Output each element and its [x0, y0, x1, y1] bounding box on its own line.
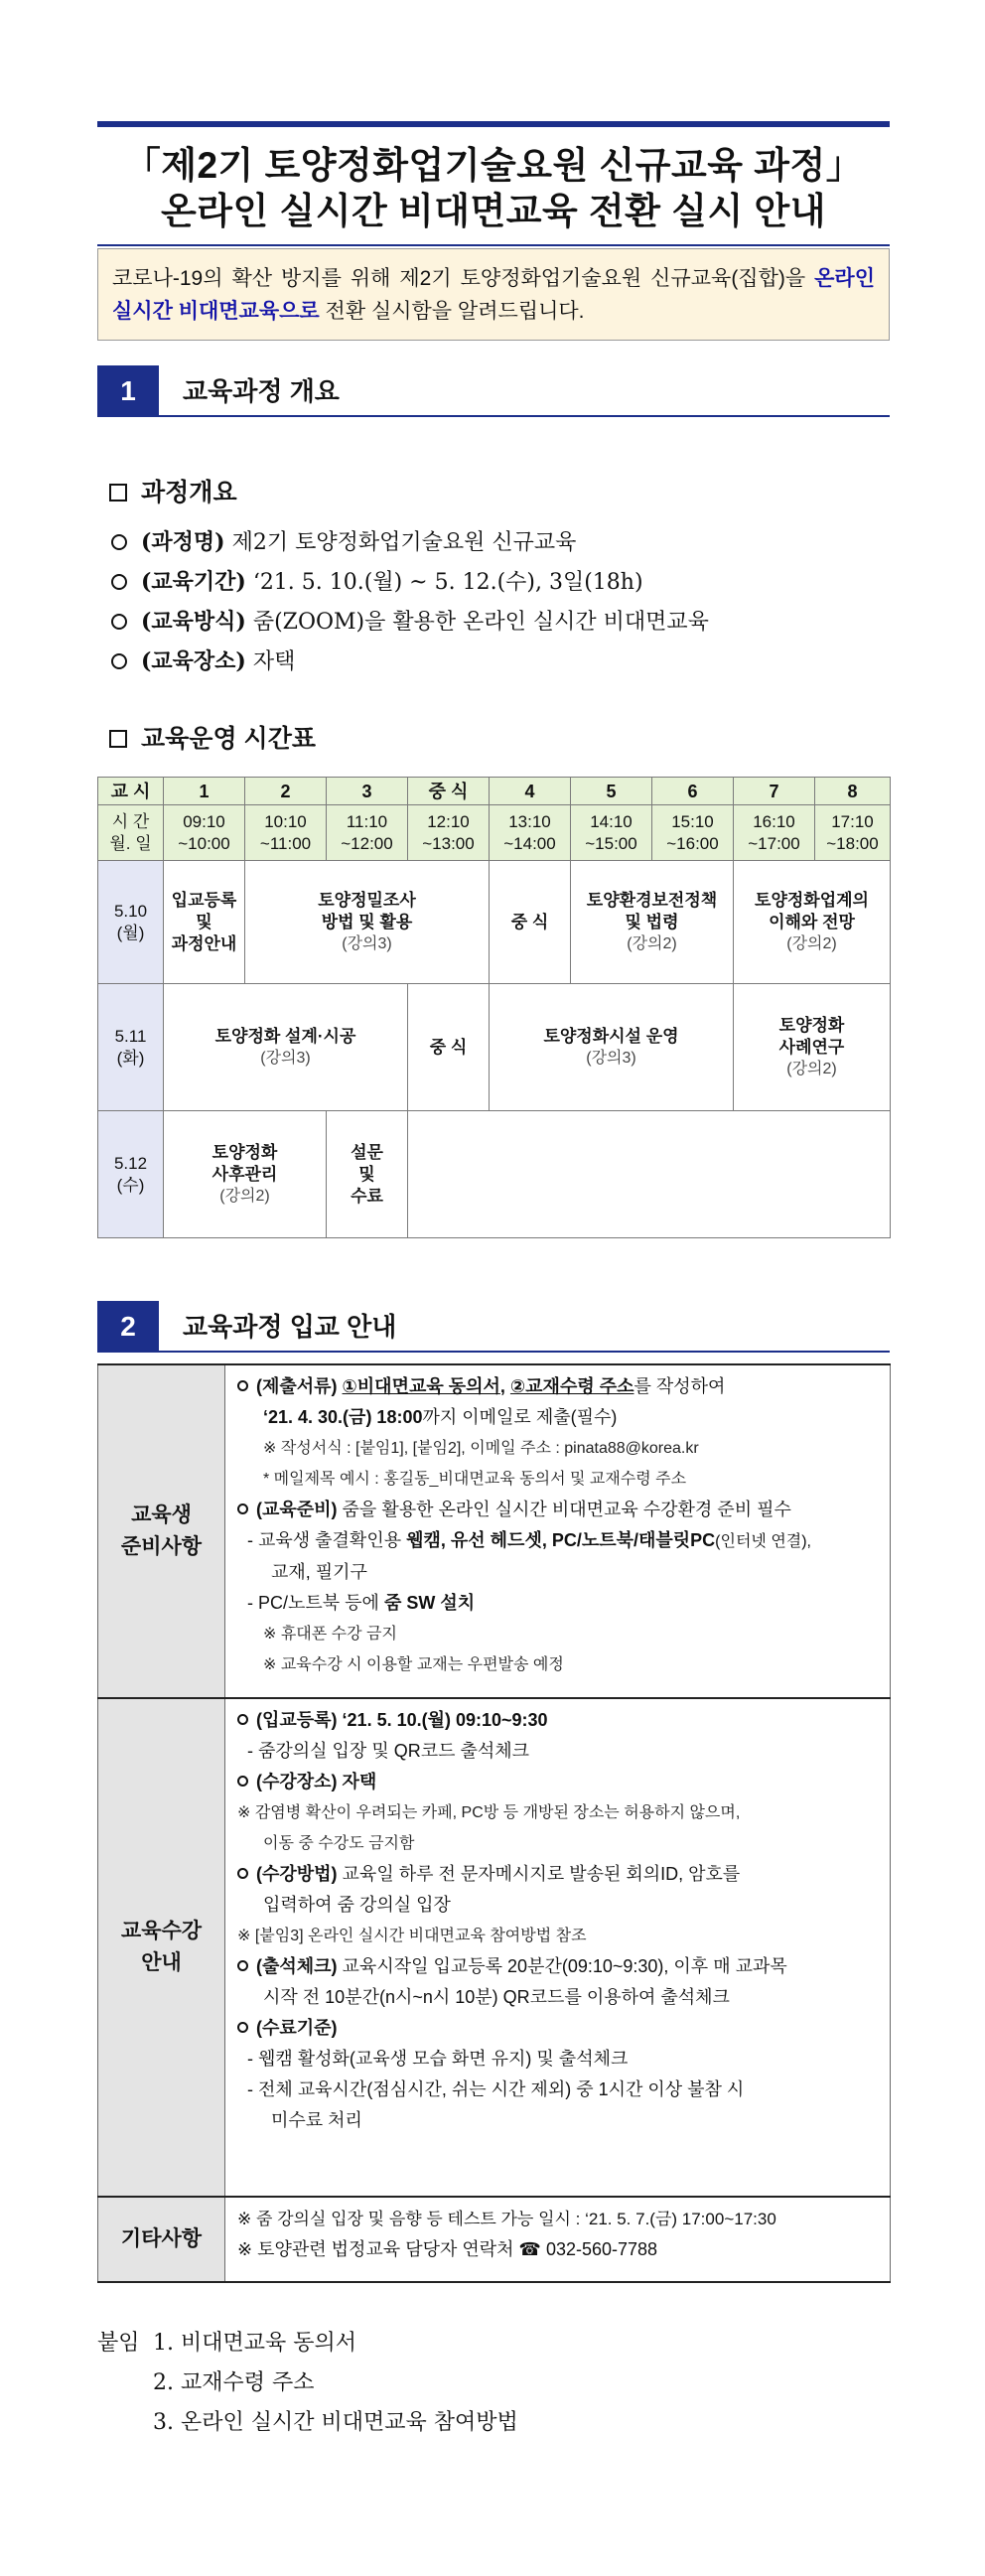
time-slot: 13:10 ~14:00	[490, 805, 571, 861]
prep-line	[237, 1495, 880, 1525]
attend-text: 교육시작일 입교등록 20분간(09:10~9:30), 이후 매 교과목	[337, 1956, 787, 1976]
attend-note: ※ 감염병 확산이 우려되는 카페, PC방 등 개방된 장소는 허용하지 않으며,	[237, 1804, 741, 1821]
attachments	[97, 2324, 518, 2443]
prep-note: ※ 교육수강 시 이용할 교재는 우편발송 예정	[263, 1656, 564, 1673]
schedule-corner-bottom: 시 간 월. 일	[98, 805, 164, 861]
prep-doc-1: ①비대면교육 동의서	[342, 1376, 500, 1396]
circle-bullet-icon	[111, 653, 127, 669]
attend-date: ‘21. 5. 10.(월) 09:10~9:30	[337, 1710, 548, 1730]
prep-line	[237, 1402, 880, 1433]
attend-line	[237, 2013, 880, 2044]
overview-value: ‘21. 5. 10.(월) ~ 5. 12.(수), 3일(18h)	[245, 570, 643, 595]
page-title	[97, 143, 890, 234]
etc-content	[225, 2197, 891, 2282]
schedule-cell	[490, 984, 734, 1111]
course-lecturer: (강의3)	[260, 1049, 311, 1067]
attend-key: (수강방법)	[256, 1864, 338, 1884]
circle-bullet-icon	[237, 1960, 248, 1971]
notice-text-after: 전환 실시함을 알려드립니다.	[319, 300, 585, 323]
prep-label: 교육생 준비사항	[98, 1364, 225, 1698]
notice-highlight: 온라인 실시간 비대면교육으로	[112, 267, 875, 323]
overview-key: (과정명)	[141, 529, 225, 555]
course-lecturer: (강의2)	[627, 934, 677, 952]
attend-label: 교육수강 안내	[98, 1698, 225, 2197]
time-slot: 16:10 ~17:00	[734, 805, 815, 861]
schedule-date: 5.10 (월)	[98, 861, 164, 984]
attend-key: (수강장소)	[256, 1772, 338, 1791]
circle-bullet-icon	[111, 614, 127, 630]
overview-item	[111, 602, 886, 642]
schedule-time-row	[98, 805, 891, 861]
course-lecturer: (강의2)	[219, 1187, 270, 1205]
attend-line: - 웹캠 활성화(교육생 모습 화면 유지) 및 출석체크	[247, 2049, 629, 2069]
schedule-heading-text: 교육운영 시간표	[141, 725, 316, 753]
prep-text: - PC/노트북 등에	[247, 1593, 384, 1613]
schedule-cell	[327, 1111, 408, 1238]
circle-bullet-icon	[237, 1503, 248, 1514]
prep-text: 를 작성하여	[633, 1376, 726, 1396]
attend-key: (입교등록)	[256, 1710, 338, 1730]
prep-line: 교재, 필기구	[271, 1562, 367, 1582]
period-header: 8	[815, 778, 891, 805]
prep-note: * 메일제목 예시 : 홍길동_비대면교육 동의서 및 교재수령 주소	[263, 1471, 687, 1488]
prep-software: 줌 SW 설치	[383, 1593, 476, 1613]
prep-text: (인터넷 연결),	[715, 1533, 811, 1550]
section-2-number: 2	[97, 1301, 159, 1353]
section-1-number: 1	[97, 365, 159, 417]
overview-key: (교육방식)	[141, 609, 246, 635]
section-1-header	[97, 365, 890, 423]
prep-key: (제출서류)	[256, 1376, 343, 1396]
section-1-rule	[159, 415, 890, 417]
schedule-corner-top: 교 시	[98, 778, 164, 805]
lunch-cell: 중 식	[408, 984, 490, 1111]
attachment-item	[97, 2363, 518, 2403]
period-header: 4	[490, 778, 571, 805]
attend-text: 교육일 하루 전 문자메시지로 발송된 회의ID, 암호를	[337, 1864, 741, 1884]
prep-devices: 웹캠, 유선 헤드셋, PC/노트북/태블릿PC	[406, 1530, 716, 1550]
etc-row	[98, 2197, 891, 2282]
etc-line: ※ 줌 강의실 입장 및 음향 등 테스트 가능 일시 : ‘21. 5. 7.(금) 17:00~17:30	[237, 2210, 776, 2228]
circle-bullet-icon	[237, 1714, 248, 1725]
attachment-text: 1. 비대면교육 동의서	[153, 2331, 356, 2356]
prep-sep: ,	[499, 1376, 510, 1396]
section-2-title: 교육과정 입교 안내	[183, 1312, 397, 1342]
checkbox-square-icon	[109, 484, 127, 501]
attend-line	[237, 1705, 880, 1736]
overview-value: 자택	[245, 649, 296, 674]
overview-heading	[109, 473, 237, 508]
period-header: 2	[245, 778, 327, 805]
attachment-item	[97, 2324, 518, 2363]
circle-bullet-icon	[237, 1776, 248, 1787]
section-2-rule	[159, 1351, 890, 1353]
lunch-cell: 중 식	[490, 861, 571, 984]
prep-doc-2: ②교재수령 주소	[509, 1376, 634, 1396]
period-header: 7	[734, 778, 815, 805]
etc-line: ※ 토양관련 법정교육 담당자 연락처 ☎ 032-560-7788	[237, 2239, 658, 2259]
schedule-heading	[109, 719, 316, 755]
schedule-cell	[734, 984, 891, 1111]
prep-line	[237, 1525, 880, 1557]
title-bottom-rule	[97, 244, 890, 246]
schedule-date: 5.11 (화)	[98, 984, 164, 1111]
attend-line: - 줌강의실 입장 및 QR코드 출석체크	[247, 1741, 530, 1761]
overview-value: 제2기 토양정화업기술요원 신규교육	[224, 530, 577, 555]
course-title: 토양정밀조사 방법 및 활용	[318, 890, 416, 931]
course-title: 토양정화 설계·시공	[214, 1026, 356, 1046]
schedule-cell	[245, 861, 490, 984]
attend-content	[225, 1698, 891, 2197]
course-lecturer: (강의3)	[586, 1049, 636, 1067]
checkbox-square-icon	[109, 730, 127, 748]
schedule-date: 5.12 (수)	[98, 1111, 164, 1238]
title-top-rule	[97, 121, 890, 127]
prep-line	[237, 1588, 880, 1619]
attend-line	[237, 1767, 880, 1797]
circle-bullet-icon	[237, 1868, 248, 1879]
circle-bullet-icon	[237, 1380, 248, 1391]
section-2-header	[97, 1301, 890, 1359]
overview-key: (교육기간)	[141, 569, 246, 595]
prep-key: (교육준비)	[256, 1500, 338, 1519]
schedule-empty-cell	[408, 1111, 891, 1238]
overview-value: 줌(ZOOM)을 활용한 온라인 실시간 비대면교육	[245, 610, 709, 635]
schedule-cell	[164, 1111, 327, 1238]
attend-key: (출석체크)	[256, 1956, 338, 1976]
schedule-cell	[571, 861, 734, 984]
schedule-cell	[164, 861, 245, 984]
course-title: 입교등록 및 과정안내	[171, 890, 237, 953]
attend-line: 입력하여 줌 강의실 입장	[263, 1895, 451, 1915]
schedule-day-row	[98, 861, 891, 984]
title-line-2: 온라인 실시간 비대면교육 전환 실시 안내	[160, 191, 826, 231]
notice-text-before: 코로나-19의 확산 방지를 위해 제2기 토양정화업기술요원 신규교육(집합)을	[112, 267, 815, 290]
schedule-period-row	[98, 778, 891, 805]
etc-label: 기타사항	[98, 2197, 225, 2282]
attachment-label: 붙임	[97, 2331, 140, 2356]
circle-bullet-icon	[111, 574, 127, 590]
prep-note: ※ 휴대폰 수강 금지	[263, 1626, 397, 1643]
attend-line: - 전체 교육시간(점심시간, 쉬는 시간 제외) 중 1시간 이상 불참 시	[247, 2079, 745, 2099]
period-header: 6	[652, 778, 734, 805]
time-slot: 17:10 ~18:00	[815, 805, 891, 861]
overview-item	[111, 522, 886, 562]
prep-deadline: ‘21. 4. 30.(금) 18:00	[263, 1407, 423, 1427]
section-1-title: 교육과정 개요	[183, 376, 340, 406]
attend-note: ※ [붙임3] 온라인 실시간 비대면교육 참여방법 참조	[237, 1928, 587, 1944]
schedule-cell	[164, 984, 408, 1111]
attachment-item	[97, 2403, 518, 2443]
attend-note: 이동 중 수강도 금지함	[263, 1835, 415, 1852]
time-slot: 11:10 ~12:00	[327, 805, 408, 861]
time-slot: 14:10 ~15:00	[571, 805, 652, 861]
prep-content	[225, 1364, 891, 1698]
time-slot: 12:10 ~13:00	[408, 805, 490, 861]
overview-item	[111, 642, 886, 681]
attend-line	[237, 1859, 880, 1890]
course-lecturer: (강의2)	[786, 1060, 837, 1077]
period-header: 1	[164, 778, 245, 805]
course-title: 토양정화업계의 이해와 전망	[755, 890, 869, 931]
overview-list	[111, 522, 886, 681]
course-lecturer: (강의2)	[786, 934, 837, 952]
title-line-1: 「제2기 토양정화업기술요원 신규교육 과정」	[123, 145, 864, 186]
attachment-text: 2. 교재수령 주소	[153, 2370, 315, 2395]
attachment-text: 3. 온라인 실시간 비대면교육 참여방법	[153, 2410, 518, 2435]
course-title: 토양환경보전정책 및 법령	[586, 890, 718, 931]
attend-value: 자택	[337, 1772, 377, 1791]
prep-note: ※ 작성서식 : [붙임1], [붙임2], 이메일 주소 : pinata88@korea.kr	[263, 1440, 699, 1457]
overview-key: (교육장소)	[141, 648, 246, 674]
schedule-table	[97, 777, 891, 1238]
schedule-day-row	[98, 1111, 891, 1238]
prep-text: 줌을 활용한 온라인 실시간 비대면교육 수강환경 준비 필수	[337, 1500, 791, 1519]
entry-guide-table	[97, 1363, 891, 2283]
prep-text: - 교육생 출결확인용	[247, 1530, 407, 1550]
schedule-cell	[734, 861, 891, 984]
prep-text: 까지 이메일로 제출(필수)	[422, 1407, 618, 1427]
attend-line	[237, 1951, 880, 1982]
time-slot: 09:10 ~10:00	[164, 805, 245, 861]
circle-bullet-icon	[111, 534, 127, 550]
overview-heading-text: 과정개요	[141, 479, 237, 506]
prep-line	[237, 1371, 880, 1402]
attend-key: (수료기준)	[256, 2018, 338, 2038]
course-title: 토양정화 사후관리	[211, 1142, 278, 1184]
circle-bullet-icon	[237, 2022, 248, 2033]
attend-line: 미수료 처리	[271, 2110, 362, 2130]
course-title: 설문 및 수료	[351, 1142, 383, 1206]
prep-row	[98, 1364, 891, 1698]
period-header: 5	[571, 778, 652, 805]
time-slot: 15:10 ~16:00	[652, 805, 734, 861]
schedule-day-row	[98, 984, 891, 1111]
course-title: 토양정화 사례연구	[778, 1015, 845, 1057]
attend-row	[98, 1698, 891, 2197]
period-header: 중 식	[408, 778, 490, 805]
notice-box	[97, 248, 890, 341]
course-title: 토양정화시설 운영	[543, 1026, 679, 1046]
course-lecturer: (강의3)	[342, 934, 392, 952]
attend-line: 시작 전 10분간(n시~n시 10분) QR코드를 이용하여 출석체크	[263, 1987, 730, 2007]
period-header: 3	[327, 778, 408, 805]
overview-item	[111, 562, 886, 602]
time-slot: 10:10 ~11:00	[245, 805, 327, 861]
